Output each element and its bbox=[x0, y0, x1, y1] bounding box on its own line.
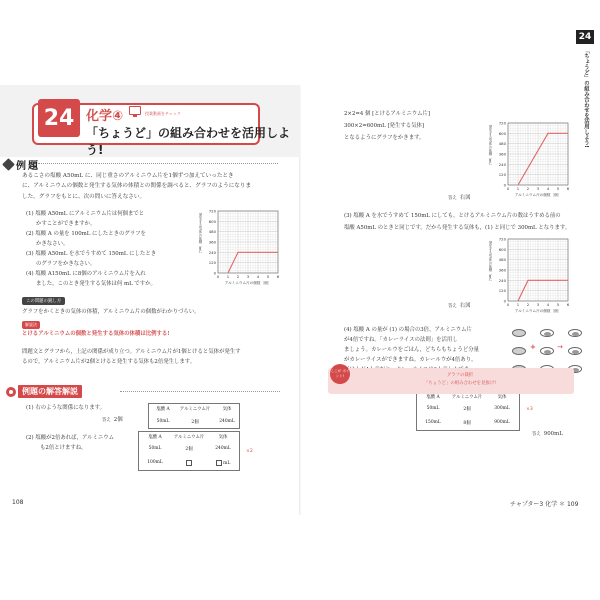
x-tick-label: 2 bbox=[526, 302, 530, 307]
table4-header-b: アルミニウム片 bbox=[451, 395, 483, 400]
point-line-1: グラフの裁折 bbox=[446, 373, 474, 378]
y-tick-label: 240 bbox=[498, 161, 506, 167]
answer-value: 2個 bbox=[113, 417, 123, 423]
question-1b: かすことができますか。 bbox=[36, 221, 96, 227]
answer-label: 答え bbox=[102, 418, 111, 423]
right-graph-2-svg bbox=[486, 235, 576, 327]
right-page-footer: チャプター3 化学 ＊ 109 bbox=[510, 501, 579, 508]
ans4-line-2: が4倍ですね。「カレーライスの法則」を活用し bbox=[344, 337, 458, 343]
right-graph-2 bbox=[486, 235, 576, 327]
x-tick-label: 4 bbox=[256, 274, 260, 279]
solution-icon bbox=[6, 387, 16, 397]
solution-divider bbox=[120, 391, 280, 392]
example-questions bbox=[26, 209, 196, 289]
table2-r2-a: 100mL bbox=[147, 460, 163, 465]
right-line-1: 2×2=4 個 [とけるアルミニウム片] bbox=[344, 111, 430, 117]
y-tick-label: 240 bbox=[498, 277, 506, 283]
x-tick-label: 5 bbox=[556, 186, 560, 191]
curry-roux-icon bbox=[512, 347, 526, 355]
y-tick-label: 600 bbox=[498, 130, 506, 136]
answer-label: 答え bbox=[448, 304, 457, 309]
table4-r2-a: 150mL bbox=[425, 420, 441, 425]
x-tick-label: 2 bbox=[236, 274, 240, 279]
example-heading-label: 例題 bbox=[16, 161, 40, 172]
table1-header-b: アルミニウム片 bbox=[179, 407, 211, 412]
video-screen-icon bbox=[129, 106, 141, 115]
point-text bbox=[360, 372, 560, 388]
y-tick-label: 0 bbox=[503, 298, 506, 304]
solution-2b: も2倍とけますね。 bbox=[40, 445, 87, 451]
x-tick-label: 6 bbox=[566, 186, 570, 191]
question-2a: (2) 塩酸 A の量を 100mL にしたときのグラフを bbox=[26, 231, 146, 237]
right-page bbox=[300, 85, 600, 515]
y-axis-label: 発生する気体の体積〔mL〕 bbox=[198, 213, 202, 256]
solution-4-table bbox=[416, 391, 520, 431]
tip-line-3a: 問題文とグラフから，上記の関係が成り立つ。アルミニウム片が1個とけると気体が発生す bbox=[22, 349, 241, 355]
x-tick-label: 1 bbox=[226, 274, 230, 279]
y-tick-label: 240 bbox=[208, 249, 216, 255]
x-tick-label: 4 bbox=[546, 186, 550, 191]
right-graph-1-svg bbox=[486, 119, 576, 211]
blank-box bbox=[216, 460, 222, 466]
y-tick-label: 120 bbox=[498, 172, 506, 178]
y-tick-label: 480 bbox=[498, 141, 506, 147]
table1-cell-b: 2個 bbox=[191, 420, 199, 425]
question-3a: (3) 塩酸 A50mL を水でうすめて 150mL にしたとき bbox=[26, 251, 157, 257]
example-intro bbox=[22, 171, 284, 202]
video-label: 授業動画をチェック bbox=[145, 111, 181, 116]
table4-r1-b: 2個 bbox=[463, 407, 471, 412]
example-graph-svg bbox=[196, 207, 286, 299]
y-tick-label: 600 bbox=[498, 246, 506, 252]
example-graph bbox=[196, 207, 286, 299]
intro-line-1: あるこさの塩酸 A50mL に、同じ重さのアルミニウム片を1個ずつ加えていったとき bbox=[22, 173, 234, 179]
answer-value: 右図 bbox=[459, 303, 471, 309]
y-tick-label: 120 bbox=[208, 260, 216, 266]
answer-label: 答え bbox=[532, 432, 541, 437]
right-line-2: 300×2=600mL [発生する気体] bbox=[344, 123, 424, 129]
table4-r1-c: 300mL bbox=[494, 406, 510, 411]
right-line-3: となるようにグラフをかきます。 bbox=[344, 135, 425, 141]
table2-header-b: アルミニウム片 bbox=[173, 435, 205, 440]
y-tick-label: 360 bbox=[208, 239, 216, 245]
solution-1: (1) 右のような関係になります。 bbox=[26, 405, 105, 411]
example-divider bbox=[38, 163, 278, 164]
question-1a: (1) 塩酸 A50mL にアルミニウム片は何個までと bbox=[26, 211, 145, 217]
question-2b: かきなさい。 bbox=[36, 241, 69, 247]
y-tick-label: 120 bbox=[498, 288, 506, 294]
table2-r2-c bbox=[211, 460, 235, 466]
y-tick-label: 480 bbox=[498, 257, 506, 263]
solution-1-table bbox=[148, 403, 240, 429]
side-title: 「ちょうど」の組み合わせを活用しよう! bbox=[583, 48, 589, 148]
ans4-line-4: がカレーライスができますね。カレールウが4倍あり， bbox=[344, 357, 477, 363]
table2-r1-a: 50mL bbox=[148, 446, 162, 451]
x-tick-label: 0 bbox=[506, 186, 510, 191]
side-number-tab: 24 bbox=[576, 30, 594, 44]
tip-tag-2: 解説法 bbox=[22, 321, 40, 329]
x-tick-label: 5 bbox=[556, 302, 560, 307]
x-axis-label: アルミニウム片の個数〔個〕 bbox=[514, 309, 562, 313]
tip-line-1: グラフをかくときの気体の体積，アルミニウム片の個数がわかりづらい。 bbox=[22, 309, 200, 315]
right-ans3b: 塩酸 A50mL のときと同じです。だから発生する気体も，(1) と同じで 300mL となります。 bbox=[344, 225, 571, 231]
lesson-title: 「ちょうど」の組み合わせを活用しよう! bbox=[86, 126, 291, 157]
plus-icon: + bbox=[530, 343, 536, 351]
blank-box bbox=[186, 460, 192, 466]
solution-heading bbox=[6, 385, 82, 398]
x-tick-label: 6 bbox=[566, 302, 570, 307]
table1-header-c: 気体 bbox=[222, 407, 232, 412]
multiply-label-3: ×3 bbox=[526, 407, 533, 412]
table2-header-a: 塩酸 A bbox=[148, 435, 162, 440]
rice-plate-icon bbox=[540, 347, 554, 355]
question-3b: のグラフをかきなさい。 bbox=[36, 261, 96, 267]
x-axis-label: アルミニウム片の個数〔個〕 bbox=[224, 281, 272, 285]
y-axis-label: 発生する気体の体積〔mL〕 bbox=[488, 125, 492, 168]
table4-header-a: 塩酸 A bbox=[426, 395, 440, 400]
y-axis-label: 発生する気体の体積〔mL〕 bbox=[488, 241, 492, 284]
y-tick-label: 600 bbox=[208, 218, 216, 224]
pencil-icon bbox=[2, 158, 15, 171]
right-answer-2 bbox=[448, 301, 471, 309]
example-heading bbox=[4, 157, 40, 172]
solution-heading-label: 例題の解答解説 bbox=[18, 385, 82, 398]
table2-r2-b bbox=[169, 460, 209, 466]
arrow-right-icon: → bbox=[557, 343, 563, 351]
table1-cell-c: 240mL bbox=[219, 419, 235, 424]
final-answer bbox=[532, 431, 563, 437]
y-tick-label: 360 bbox=[498, 151, 506, 157]
table2-header-c: 気体 bbox=[218, 435, 228, 440]
left-page-number: 108 bbox=[12, 499, 24, 506]
ans4-line-3: ましょう。カレールウをごはん，どちらもちょうど分量 bbox=[344, 347, 479, 353]
curry-rice-icon bbox=[568, 347, 582, 355]
table1-cell-a: 50mL bbox=[156, 419, 170, 424]
x-tick-label: 3 bbox=[246, 274, 250, 279]
solution-1-answer bbox=[102, 415, 123, 423]
x-tick-label: 4 bbox=[546, 302, 550, 307]
x-axis-label: アルミニウム片の個数〔個〕 bbox=[514, 193, 562, 197]
multiply-label: ×2 bbox=[246, 449, 253, 454]
y-tick-label: 720 bbox=[498, 236, 506, 242]
intro-line-2: に、アルミニウムの個数と発生する気体の体積との関係を調べると、グラフのようになりま bbox=[22, 183, 252, 190]
curry-roux-icon bbox=[512, 329, 526, 337]
answer-label: 答え bbox=[448, 196, 457, 201]
question-4b: ました。このとき発生する気体は何 mL ですか。 bbox=[36, 281, 156, 287]
x-tick-label: 5 bbox=[266, 274, 270, 279]
question-4a: (4) 塩酸 A150mL に8個のアルミニウム片を入れ bbox=[26, 271, 146, 277]
y-tick-label: 360 bbox=[498, 267, 506, 273]
y-tick-label: 0 bbox=[503, 182, 506, 188]
left-page bbox=[0, 85, 300, 515]
tip-tag: この問題の鋭し方 bbox=[22, 297, 65, 305]
right-graph-1 bbox=[486, 119, 576, 211]
x-tick-label: 3 bbox=[536, 186, 540, 191]
table1-header-a: 塩酸 A bbox=[156, 407, 170, 412]
x-tick-label: 6 bbox=[276, 274, 280, 279]
lesson-subject: 化学④ bbox=[86, 109, 124, 124]
y-tick-label: 720 bbox=[208, 208, 216, 214]
table2-r1-b: 2個 bbox=[185, 447, 193, 452]
y-tick-label: 0 bbox=[213, 270, 216, 276]
y-tick-label: 720 bbox=[498, 120, 506, 126]
solution-2-table bbox=[138, 431, 240, 471]
intro-line-3: した。グラフをもとに、次の問いに答えなさい。 bbox=[22, 193, 146, 200]
point-badge: ここが ポイント! bbox=[330, 364, 350, 384]
rice-plate-icon bbox=[540, 329, 554, 337]
table4-r2-b: 8個 bbox=[463, 421, 471, 426]
tip-line-2: とけるアルミニウムの個数と発生する気体の体積は比例する! bbox=[22, 331, 170, 337]
x-tick-label: 0 bbox=[216, 274, 220, 279]
x-tick-label: 2 bbox=[526, 186, 530, 191]
y-tick-label: 480 bbox=[208, 229, 216, 235]
right-answer-1 bbox=[448, 193, 471, 201]
table2-r2-unit: mL bbox=[223, 461, 231, 466]
point-line-2: 「ちょうど」の組み合わせを見抜け! bbox=[423, 381, 497, 386]
table4-r2-c: 900mL bbox=[494, 420, 510, 425]
tip-line-3b: るので，アルミニウム片が2個とけると発生する気体も2倍発生します。 bbox=[22, 359, 196, 365]
solution-2a: (2) 塩酸が2倍あれば，アルミニウム bbox=[26, 435, 114, 441]
x-tick-label: 3 bbox=[536, 302, 540, 307]
table2-r1-c: 240mL bbox=[215, 446, 231, 451]
right-ans3a: (3) 塩酸 A を水でうすめて 150mL にしても，とけるアルミニウム片の数はうすめる前の bbox=[344, 213, 561, 219]
ans4-line-1: (4) 塩酸 A の量が (1) の場合の3倍，アルミニウム片 bbox=[344, 327, 472, 333]
x-tick-label: 1 bbox=[516, 302, 520, 307]
answer-value: 右図 bbox=[459, 195, 471, 201]
x-tick-label: 1 bbox=[516, 186, 520, 191]
x-tick-label: 0 bbox=[506, 302, 510, 307]
lesson-number: 24 bbox=[38, 99, 80, 137]
table4-r1-a: 50mL bbox=[426, 406, 440, 411]
answer-value: 900mL bbox=[543, 431, 563, 437]
table4-header-c: 気体 bbox=[497, 395, 507, 400]
